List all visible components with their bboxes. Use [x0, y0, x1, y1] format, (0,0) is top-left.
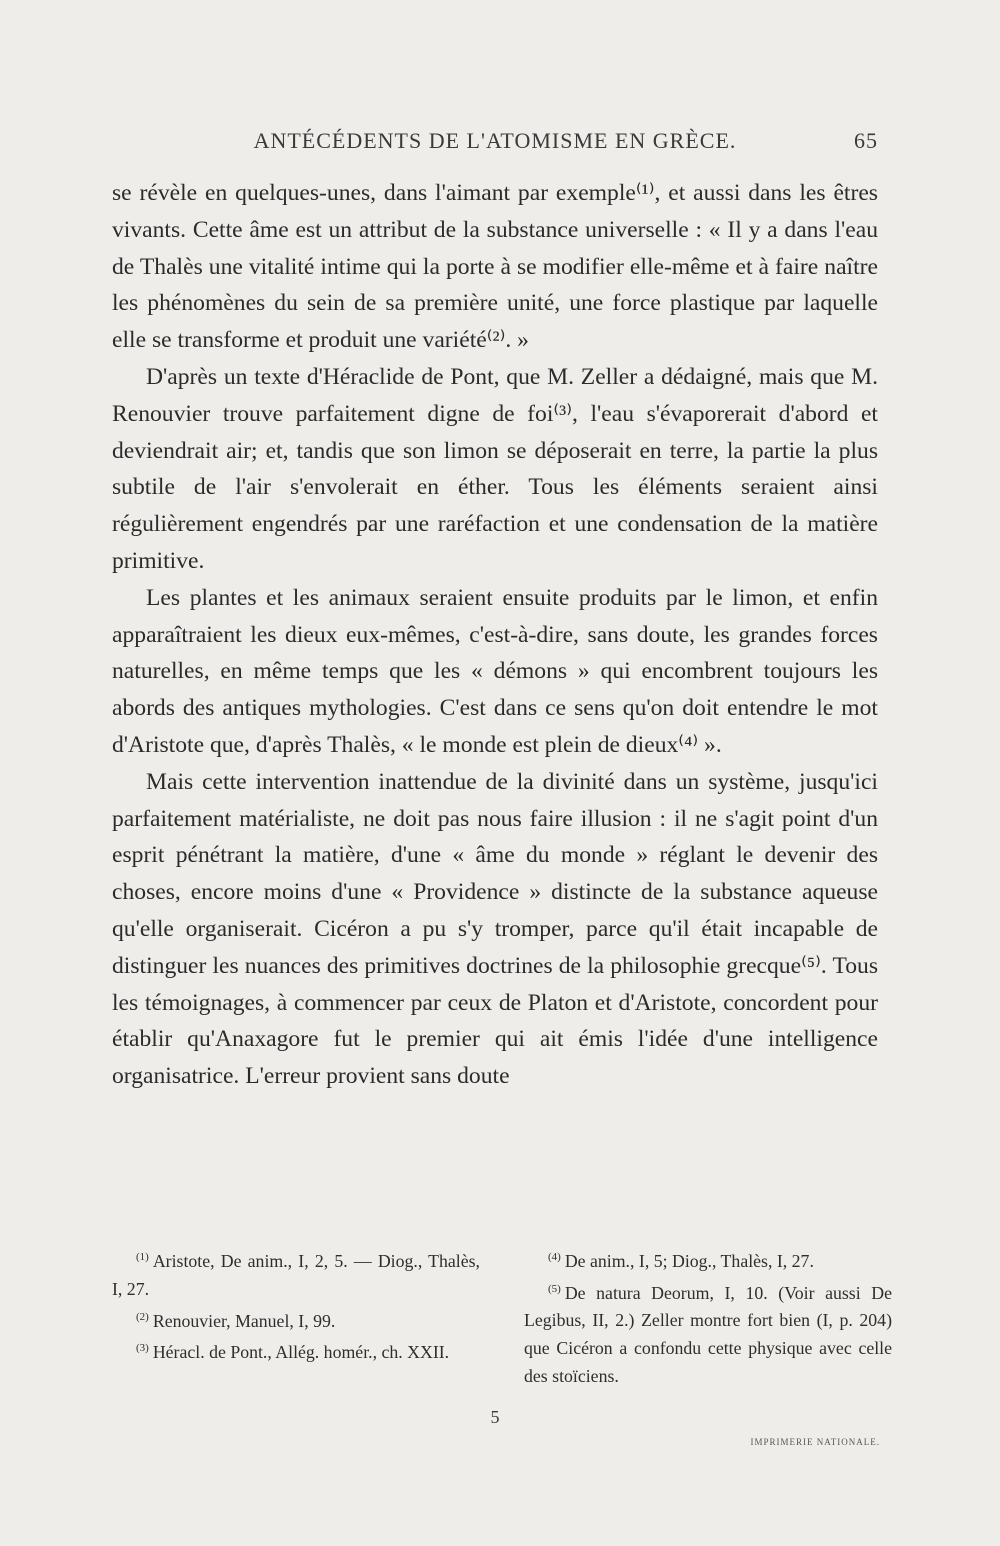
- body-text: [112, 175, 878, 1095]
- paragraph-2: D'après un texte d'Héraclide de Pont, que M. Zeller a dédaigné, mais que M. Renouvier trouve parfaitement digne de foi⁽³⁾, l'eau s'évaporerait d'abord et deviendrait air; et, tandis que son limon se déposerait en terre, la partie la plus subtile de l'air s'envolerait en éther. Tous les éléments seraient ainsi régulièrement engendrés par une raréfaction et une condensation de la matière primitive.: [112, 363, 878, 574]
- footnote-text: Renouvier, Manuel, I, 99.: [152, 1310, 336, 1331]
- footnote-text: De natura Deorum, I, 10. (Voir aussi De Legibus, II, 2.) Zeller montre fort bien (I, p. 204) que Cicéron a confondu cette physique avec celle des stoïciens.: [524, 1282, 892, 1387]
- footnote-mark: (3): [136, 1342, 149, 1355]
- signature-mark: 5: [490, 1407, 500, 1427]
- paragraph-4: Mais cette intervention inattendue de la divinité dans un système, jusqu'ici parfaitement matérialiste, ne doit pas nous faire illusion : il ne s'agit point d'un esprit pénétrant la matière, d'une « âme du monde » réglant le devenir des choses, encore moins d'une « Providence » distincte de la substance aqueuse qu'elle organiserait. Cicéron a pu s'y tromper, parce qu'il était incapable de distinguer les nuances des primitives doctrines de la philosophie grecque⁽⁵⁾. Tous les témoignages, à commencer par ceux de Platon et d'Aristote, concordent pour établir qu'Anaxagore fut le premier qui ait émis l'idée d'une intelligence organisatrice. L'erreur provient sans doute: [112, 768, 878, 1090]
- footnote-4: [524, 1244, 892, 1276]
- footnotes: [112, 1244, 892, 1414]
- footnote-mark: (5): [548, 1282, 561, 1295]
- paragraph-1: se révèle en quelques-unes, dans l'aimant par exemple⁽¹⁾, et aussi dans les êtres vivants. Cette âme est un attribut de la substance universelle : « Il y a dans l'eau de Thalès une vitalité intime qui la porte à se modifier elle-même et à faire naître les phénomènes du sein de sa première unité, une force plastique par laquelle elle se transforme et produit une variété⁽²⁾. »: [112, 180, 878, 354]
- footnote-text: Aristote, De anim., I, 2, 5. — Diog., Thalès, I, 27.: [112, 1250, 480, 1299]
- page-number: 65: [854, 128, 878, 153]
- paragraph-3: Les plantes et les animaux seraient ensuite produits par le limon, et enfin apparaîtraient les dieux eux-mêmes, c'est-à-dire, sans doute, les grandes forces naturelles, en même temps que les « démons » qui encombrent toujours les abords des antiques mythologies. C'est dans ce sens qu'on doit entendre le mot d'Aristote que, d'après Thalès, « le monde est plein de dieux⁽⁴⁾ ».: [112, 584, 878, 758]
- footnotes-left-column: [112, 1244, 480, 1367]
- footnote-mark: (1): [136, 1251, 149, 1263]
- footnote-mark: (2): [136, 1310, 149, 1323]
- footnote-2: [112, 1304, 480, 1336]
- footnote-1: [112, 1244, 480, 1304]
- footnotes-right-column: [524, 1244, 892, 1391]
- imprint-line: IMPRIMERIE NATIONALE.: [750, 1437, 880, 1447]
- footnote-text: Héracl. de Pont., Allég. homér., ch. XXII.: [152, 1342, 450, 1363]
- running-title: ANTÉCÉDENTS DE L'ATOMISME EN GRÈCE.: [253, 128, 737, 153]
- footnote-text: De anim., I, 5; Diog., Thalès, I, 27.: [564, 1250, 814, 1271]
- running-head: [112, 128, 878, 158]
- footnote-3: [112, 1335, 480, 1367]
- footnote-mark: (4): [548, 1251, 561, 1263]
- footnote-5: [524, 1276, 892, 1391]
